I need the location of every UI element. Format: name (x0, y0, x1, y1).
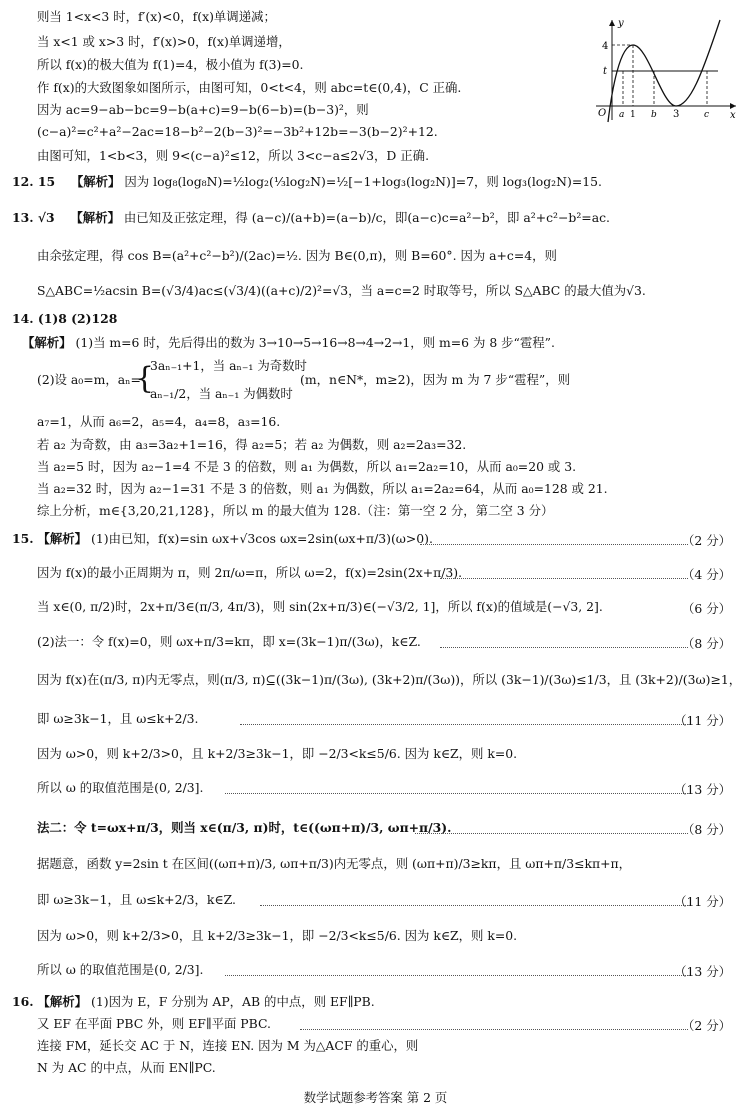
q15-line-10: 据题意，函数 y=2sin t 在区间((ωπ+π)/3, ωπ+π/3)内无零点，则 (ωπ+π)/3≥kπ，且 ωπ+π/3≤kπ+π， (37, 856, 632, 871)
q15-line-6: 即 ω≥3k−1，且 ω≤k+2/3. (37, 711, 199, 726)
q16-score-2: （2 分） (682, 1018, 731, 1033)
q15-score-9: （8 分） (682, 822, 731, 837)
q14-line-2a: (2)设 a₀=m，aₙ= (37, 372, 141, 387)
graph-tick-4: 4 (602, 41, 609, 52)
q13-text-1: 由已知及正弦定理，得 (a−c)/(a+b)=(a−b)/c，即(a−c)c=a²−b²，即 a²+c²−b²=ac. (123, 210, 610, 225)
q15-leader-9 (415, 833, 688, 834)
q13-line-1 (12, 210, 610, 226)
q15-line-13: 所以 ω 的取值范围是(0, 2/3]. (37, 962, 204, 977)
graph-x-label: x (730, 110, 736, 121)
q11-line-2: 当 x<1 或 x>3 时，f′(x)>0，f(x)单调递增， (37, 34, 291, 49)
q15-line-8: 所以 ω 的取值范围是(0, 2/3]. (37, 780, 204, 795)
cubic-graph-figure (590, 14, 740, 124)
q15-leader-8 (225, 793, 688, 794)
q12-number: 12. 15 (12, 174, 56, 189)
graph-tick-a: a (619, 110, 625, 120)
q15-score-4: （8 分） (682, 636, 731, 651)
q15-line-9: 法二：令 t=ωx+π/3，则当 x∈(π/3, π)时，t∈((ωπ+π)/3, ωπ+π/3). (37, 820, 452, 835)
q15-leader-4 (440, 647, 688, 648)
q15-line-1 (12, 531, 433, 547)
q15-line-12: 因为 ω>0，则 k+2/3>0，且 k+2/3≥3k−1，即 −2/3<k≤5/6. 因为 k∈Z，则 k=0. (37, 928, 518, 943)
q14-brace: { (135, 361, 155, 396)
q15-number: 15. (12, 531, 34, 546)
q11-line-7: 由图可知，1<b<3，则 9<(c−a)²≤12，所以 3<c−a≤2√3，D 正确. (37, 148, 430, 163)
q15-leader-6 (240, 724, 688, 725)
q11-line-1: 则当 1<x<3 时，f′(x)<0，f(x)单调递减； (37, 9, 276, 24)
q12-line (12, 174, 602, 190)
q14-tag: 【解析】 (22, 335, 72, 350)
q15-score-13: （13 分） (674, 964, 731, 979)
q15-line-4: (2)法一：令 f(x)=0，则 ωx+π/3=kπ，即 x=(3k−1)π/(3ω)，k∈Z. (37, 634, 421, 649)
graph-tick-t: t (603, 66, 608, 77)
q14-number: 14. (1)8 (2)128 (12, 311, 118, 326)
graph-tick-1: 1 (630, 110, 636, 120)
q13-number: 13. √3 (12, 210, 55, 225)
q14-case-2: aₙ₋₁/2，当 aₙ₋₁ 为偶数时 (150, 386, 293, 401)
graph-origin-label: O (598, 108, 607, 119)
q14-text-1: (1)当 m=6 时，先后得出的数为 3→10→5→16→8→4→2→1，则 m=6 为 8 步“雹程”. (75, 335, 555, 350)
q13-line-2: 由余弦定理，得 cos B=(a²+c²−b²)/(2ac)=½. 因为 B∈(0,π)，则 B=60°. 因为 a+c=4，则 (37, 248, 557, 263)
q13-tag: 【解析】 (70, 210, 120, 225)
q16-number: 16. (12, 994, 34, 1009)
q11-line-3: 所以 f(x)的极大值为 f(1)=4，极小值为 f(3)=0. (37, 57, 304, 72)
page-footer: 数学试题参考答案 第 2 页 (303, 1090, 448, 1105)
graph-tick-b: b (651, 110, 657, 120)
q14-line-6: 当 a₂=32 时，因为 a₂−1=31 不是 3 的倍数，则 a₁ 为偶数，所以 a₁=2a₂=64，从而 a₀=128 或 21. (37, 481, 608, 496)
q15-score-11: （11 分） (674, 894, 731, 909)
q14-line-4: 若 a₂ 为奇数，由 a₃=3a₂+1=16，得 a₂=5；若 a₂ 为偶数，则 a₂=2a₃=32. (37, 437, 467, 452)
q11-line-4: 作 f(x)的大致图象如图所示，由图可知，0<t<4，则 abc=t∈(0,4)，C 正确. (37, 80, 462, 95)
q12-tag: 【解析】 (70, 174, 121, 189)
q14-line-1 (22, 335, 555, 351)
q14-line-2b: (m，n∈N*，m≥2)，因为 m 为 7 步“雹程”，则 (300, 372, 570, 387)
q15-tag: 【解析】 (37, 531, 88, 546)
q14-line-3: a₇=1，从而 a₆=2，a₅=4，a₄=8，a₃=16. (37, 414, 281, 429)
q15-score-1: （2 分） (682, 533, 731, 548)
q15-line-2: 因为 f(x)的最小正周期为 π，则 2π/ω=π，所以 ω=2，f(x)=2sin(2x+π/3). (37, 565, 463, 580)
q15-leader-2 (440, 578, 688, 579)
q15-score-2: （4 分） (682, 567, 731, 582)
q14-case-1: 3aₙ₋₁+1，当 aₙ₋₁ 为奇数时 (150, 358, 307, 373)
q13-line-3: S△ABC=½acsin B=(√3/4)ac≤(√3/4)((a+c)/2)²=√3，当 a=c=2 时取等号，所以 S△ABC 的最大值为√3. (37, 283, 646, 298)
q15-line-5: 因为 f(x)在(π/3, π)内无零点，则(π/3, π)⊆((3k−1)π/(3ω), (3k+2)π/(3ω))，所以 (3k−1)/(3ω)≤1/3，且 (3k+2)/(3ω)≥1， (37, 672, 742, 687)
q16-line-2: 又 EF 在平面 PBC 外，则 EF∥平面 PBC. (37, 1016, 271, 1031)
graph-y-label: y (618, 18, 624, 29)
q15-line-3: 当 x∈(0, π/2)时，2x+π/3∈(π/3, 4π/3)，则 sin(2x+π/3)∈(−√3/2, 1]，所以 f(x)的值域是(−√3, 2]. (37, 599, 603, 614)
graph-tick-c: c (704, 110, 710, 120)
q15-line-11: 即 ω≥3k−1，且 ω≤k+2/3，k∈Z. (37, 892, 236, 907)
q15-leader-13 (225, 975, 688, 976)
q11-line-5: 因为 ac=9−ab−bc=9−b(a+c)=9−b(6−b)=(b−3)²，则 (37, 102, 369, 117)
q15-score-6: （11 分） (674, 713, 731, 728)
q16-text-1: (1)因为 E，F 分别为 AP，AB 的中点，则 EF∥PB. (91, 994, 375, 1009)
q14-line-5: 当 a₂=5 时，因为 a₂−1=4 不是 3 的倍数，则 a₁ 为偶数，所以 a₁=2a₂=10，从而 a₀=20 或 3. (37, 459, 577, 474)
q16-line-1 (12, 994, 375, 1010)
q12-text: 因为 log₈(log₈N)=½log₂(⅓log₂N)=½[−1+log₃(log₂N)]=7，则 log₃(log₂N)=15. (124, 174, 602, 189)
q11-line-6: (c−a)²=c²+a²−2ac=18−b²−2(b−3)²=−3b²+12b=−3(b−2)²+12. (37, 124, 438, 139)
graph-tick-3: 3 (673, 109, 680, 120)
q16-line-4: N 为 AC 的中点，从而 EN∥PC. (37, 1060, 216, 1075)
q15-text-1: (1)由已知，f(x)=sin ωx+√3cos ωx=2sin(ωx+π/3)(ω>0). (91, 531, 433, 546)
q16-line-3: 连接 FM，延长交 AC 于 N，连接 EN. 因为 M 为△ACF 的重心，则 (37, 1038, 419, 1053)
q15-leader-1 (420, 544, 688, 545)
q15-score-3: （6 分） (682, 601, 731, 616)
q15-line-7: 因为 ω>0，则 k+2/3>0，且 k+2/3≥3k−1，即 −2/3<k≤5/6. 因为 k∈Z，则 k=0. (37, 746, 518, 761)
q16-leader-2 (300, 1029, 688, 1030)
q16-tag: 【解析】 (37, 994, 88, 1009)
q14-line-7: 综上分析，m∈{3,20,21,128}，所以 m 的最大值为 128.（注：第一空 2 分，第二空 3 分） (37, 503, 554, 518)
q15-score-8: （13 分） (674, 782, 731, 797)
q15-leader-11 (260, 905, 688, 906)
